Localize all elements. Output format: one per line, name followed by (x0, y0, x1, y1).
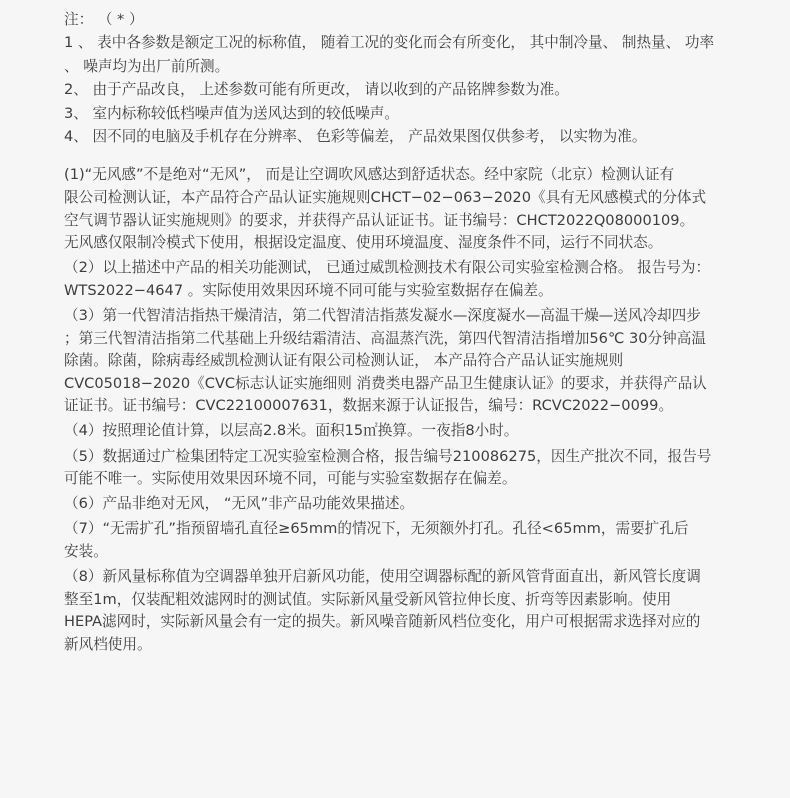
footnote-line: 限公司检测认证，本产品符合产品认证实施规则CHCT−02−063−2020《具有无风感模式的分体式 (64, 189, 707, 207)
footnote-line: 除菌。除菌，除病毒经威凯检测认证有限公司检测认证， 本产品符合产品认证实施规则 (64, 352, 624, 370)
footnote-line: 无风感仅限制冷模式下使用，根据设定温度、使用环境温度、湿度条件不同，运行不同状态。 (64, 234, 663, 252)
note-1-line-2: 、 噪声均为出厂前所测。 (64, 57, 230, 75)
footnote-line: WTS2022−4647 。实际使用效果因环境不同可能与实验室数据存在偏差。 (64, 281, 553, 299)
footnote-line: ；第三代智清洁指第二代基础上升级结霜清洁、高温蒸汽洗，第四代智清洁指增加56℃ 30分钟高温 (64, 329, 706, 347)
notes-title: 注： （ * ） (64, 11, 144, 28)
spec-notes-document (64, 8, 780, 656)
footnote-7 (64, 518, 780, 563)
footnote-line: 整至1m，仅装配粗效滤网时的测试值。实际新风量受新风管拉伸长度、折弯等因素影响。使用 (64, 590, 672, 608)
note-1-line-1: 1 、 表中各参数是额定工况的标称值， 随着工况的变化而会有所变化， 其中制冷量、 制热量、 功率 (64, 34, 715, 52)
section-gap (64, 148, 780, 164)
footnote-2 (64, 257, 780, 302)
notes-section (64, 8, 780, 148)
footnote-line: （5）数据通过广检集团特定工况实验室检测合格，报告编号210086275，因生产批次不同，报告号 (64, 447, 712, 465)
footnote-6 (64, 493, 780, 516)
footnote-line: 可能不唯一。实际使用效果因环境不同，可能与实验室数据存在偏差。 (64, 470, 517, 488)
footnote-8 (64, 566, 780, 656)
note-2: 2、 由于产品改良， 上述参数可能有所更改， 请以收到的产品铭牌参数为准。 (64, 81, 569, 99)
note-3: 3、 室内标称较低档噪声值为送风达到的较低噪声。 (64, 104, 399, 122)
footnote-1 (64, 164, 780, 254)
footnote-line: （3）第一代智清洁指热干燥清洁，第二代智清洁指蒸发凝水—深度凝水—高温干燥—送风冷却四步 (64, 307, 701, 324)
footnote-line: （2）以上描述中产品的相关功能测试， 已通过威凯检测技术有限公司实验室检测合格。 报告号为： (64, 259, 711, 277)
footnote-line: 证证书。证书编号：CVC22100007631，数据来源于认证报告，编号：RCVC2022−0099。 (64, 397, 674, 415)
footnote-line: 空气调节器认证实施规则》的要求，并获得产品认证证书。证书编号：CHCT2022Q08000109。 (64, 211, 695, 229)
footnote-line: （7）“无需扩孔”指预留墙孔直径≥65mm的情况下，无须额外打孔。孔径<65mm，需要扩孔后 (64, 520, 689, 538)
note-4: 4、 因不同的电脑及手机存在分辨率、 色彩等偏差， 产品效果图仅供参考， 以实物为准。 (64, 128, 647, 146)
footnote-line: HEPA滤网时，实际新风量会有一定的损失。新风噪音随新风档位变化，用户可根据需求选择对应的 (64, 613, 701, 631)
footnote-line: （8）新风量标称值为空调器单独开启新风功能，使用空调器标配的新风管背面直出，新风管长度调 (64, 568, 701, 586)
footnote-line: (1)“无风感”不是绝对“无风”， 而是让空调吹风感达到舒适状态。经中家院（北京）检测认证有 (64, 166, 675, 184)
footnotes-section (64, 164, 780, 656)
footnote-line: （4）按照理论值计算，以层高2.8米。面积15㎡换算。一夜指8小时。 (64, 422, 519, 440)
footnote-3 (64, 305, 780, 418)
footnote-line: CVC05018−2020《CVC标志认证实施细则 消费类电器产品卫生健康认证》的要求，并获得产品认 (64, 374, 707, 392)
footnote-5 (64, 446, 780, 491)
footnote-line: 安装。 (64, 542, 108, 560)
footnote-4 (64, 420, 780, 443)
footnote-line: 新风档使用。 (64, 635, 152, 653)
footnote-line: （6）产品非绝对无风， “无风”非产品功能效果描述。 (64, 495, 415, 513)
